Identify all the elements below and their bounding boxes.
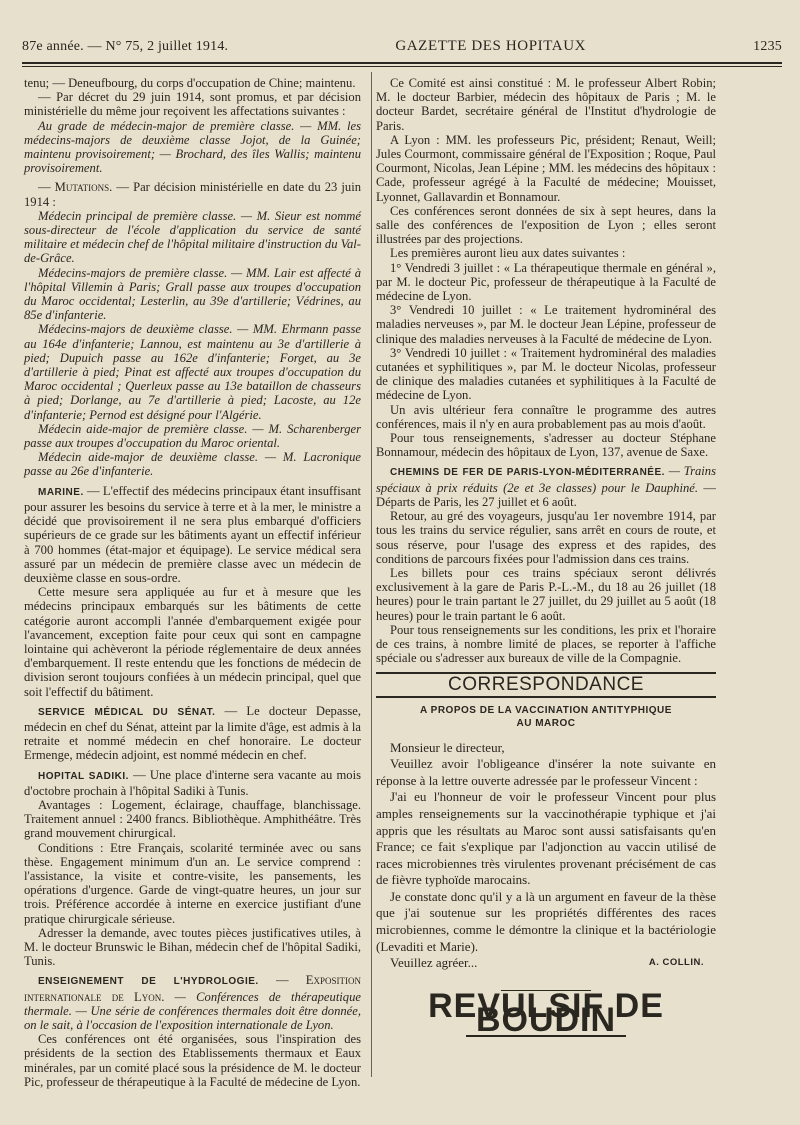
paragraph: A Lyon : MM. les professeurs Pic, président; Renaut, Weill; Jules Courmont, commissaire général de l'Exposition ; Roque, Paul Courmont, Nicolas, Jean Lépine ; MM. les médecins des hôpitaux : Cade, professeur agrégé à la Faculté de médecine; Mouisset, Lyonnet, Gallavardin et Bonnamour. — [376, 132, 716, 204]
journal-title: GAZETTE DES HOPITAUX — [395, 38, 587, 54]
paragraph: 3° Vendredi 10 juillet : « Le traitement hydrominéral des maladies nerveuses », par M. le docteur Jean Lépine, professeur de clinique des maladies nerveuses à la Faculté de médecine de Lyon. — [376, 303, 716, 346]
paragraph: Au grade de médecin-major de première classe. — MM. les médecins-majors de deuxième classe Jojot, de la Guinée; maintenu provisoirement; — Brochard, des îles Wallis; maintenu provisoirement. — [24, 118, 361, 176]
paragraph: 1° Vendredi 3 juillet : « La thérapeutique thermale en général », par M. le docteur Pic, professeur de thérapeutique à la Faculté de médecine de Lyon. — [376, 260, 716, 304]
signature: A. COLLIN. — [648, 957, 704, 969]
paragraph: SERVICE MÉDICAL DU SÉNAT. — Le docteur Depasse, médecin en chef du Sénat, atteint par la limite d'âge, est admis à la retraite et nommé médecin en chef honoraire. Le docteur Ermenge, médecin adjoint, est nommé médecin en chef. — [24, 703, 361, 763]
paragraph: Les billets pour ces trains spéciaux seront délivrés exclusivement à la gare de Paris P.-L.-M., du 18 au 26 juillet (18 heures) pour le train partant le 27 juillet, du 29 juillet au 5 août (18 heures) pour le train partant le 6 août. — [376, 565, 716, 623]
paragraph: J'ai eu l'honneur de voir le professeur Vincent pour plus amples renseignements sur la vaccinothérapie typhique et j'ai appris que les résultats au Maroc sont aussi satisfaisants qu'en France; ce fait s'explique par l'adjonction au vaccin utilisé de races microbiennes très virulentes provenant précisément de cas de fièvre typhoïde marocains. — [376, 789, 716, 888]
header-rule-thin — [22, 66, 782, 67]
paragraph: Ce Comité est ainsi constitué : M. le professeur Albert Robin; M. le docteur Barbier, médecin des hôpitaux de Paris ; M. le docteur Bardet, secrétaire général de l'Institut d'hydrologie de Paris. — [376, 76, 716, 133]
paragraph: Pour tous renseignements, s'adresser au docteur Stéphane Bonnamour, médecin des hôpitaux de Lyon, 137, avenue de Saxe. — [376, 431, 716, 460]
page-number: 1235 — [753, 39, 782, 54]
paragraph: tenu; — Deneufbourg, du corps d'occupation de Chine; maintenu. — [24, 76, 356, 90]
paragraph: — Mutations. — Par décision ministérielle en date du 23 juin 1914 : — [24, 180, 361, 209]
paragraph: CHEMINS DE FER DE PARIS-LYON-MÉDITERRANÉE. — Trains spéciaux à prix réduits (2e et 3e classes) pour le Dauphiné. — Départs de Paris, les 27 juillet et 6 août. — [376, 464, 716, 509]
letter-subject: A PROPOS DE LA VACCINATION ANTITYPHIQUE AU MAROC — [420, 704, 672, 729]
paragraph: Veuillez avoir l'obligeance d'insérer la note suivante en réponse à la lettre ouverte adressée par le professeur Vincent : — [376, 756, 716, 788]
paragraph: Cette mesure sera appliquée au fur et à mesure que les médecins principaux embarqués sur les bâtiments de cette catégorie auront accompli l'année d'embarquement exigée pour l'avancement, exception faite pour ceux qui sont en campagne lointaine qui achèveront la période réglementaire de deux années d'embarquement. Il reste entendu que les fonctions de médecin de division seront toujours confiées à un médecin principal, quel que soit l'effectif du bâtiment. — [24, 585, 361, 699]
paragraph: 3° Vendredi 10 juillet : « Traitement hydrominéral des maladies cutanées et syphilitiques », par M. le docteur Nicolas, professeur de clinique des maladies cutanées et syphilitiques à la Faculté de médecine de Lyon. — [376, 345, 716, 403]
paragraph: Les premières auront lieu aux dates suivantes : — [390, 246, 626, 261]
paragraph: Médecin principal de première classe. — M. Sieur est nommé sous-directeur de l'école d'application du service de santé militaire et médecin chef de l'hôpital militaire d'instruction du Val-de-Grâce. — [24, 208, 361, 266]
page-header — [22, 38, 782, 62]
paragraph: — Par décret du 29 juin 1914, sont promus, et par décision ministérielle du même jour reçoivent les affectations suivantes : — [24, 90, 361, 119]
paragraph: MARINE. — L'effectif des médecins principaux étant insuffisant pour assurer les besoins du service à terre et à la mer, le ministre a décidé que provisoirement il ne sera plus embarqué d'officiers supérieurs de ce grade sur les bâtiments ayant un effectif inférieur à 700 hommes (état-major et équipage). Le service médical sera assuré par un médecin de première classe avec un médecin de deuxième classe en sous-ordre. — [24, 483, 361, 585]
section-heading: ENSEIGNEMENT DE L'HYDROLOGIE. — [38, 976, 259, 988]
paragraph: Médecins-majors de deuxième classe. — MM. Ehrmann passe au 164e d'infanterie; Lannou, est maintenu au 3e d'artillerie à pied; Dupuich passe au 162e d'infanterie; Forget, au 3e d'artillerie à pied; Pinat est affecté aux troupes d'occupation du Maroc occidental ; Querleux passe au 13e bataillon de chasseurs à pied; Dorlange, au 7e d'artillerie à pied; Lacoste, au 12e d'infanterie; Pernod est désigné pour l'Algérie. — [24, 322, 361, 422]
issue-info: 87e année. — N° 75, 2 juillet 1914. — [22, 39, 229, 54]
salutation: Monsieur le directeur, — [390, 739, 505, 755]
paragraph: HOPITAL SADIKI. — Une place d'interne sera vacante au mois d'octobre prochain à l'hôpital Sadiki à Tunis. — [24, 767, 361, 798]
section-heading: SERVICE MÉDICAL DU SÉNAT. — [38, 706, 216, 718]
paragraph: Médecins-majors de première classe. — MM. Lair est affecté à l'hôpital Villemin à Paris; Grall passe aux troupes d'occupation du Maroc occidental; Lesterlin, au 39e d'artillerie; Védrines, au 85e d'infanterie. — [24, 265, 361, 323]
letter-body — [376, 740, 716, 972]
paragraph: ENSEIGNEMENT DE L'HYDROLOGIE. — Exposition internationale de Lyon. — Conférences de thérapeutique thermale. — Une série de conférences thermales doit être donnée, on le sait, à l'occasion de l'exposition internationale de Lyon. — [24, 973, 361, 1032]
right-column — [376, 76, 716, 1040]
paragraph: Je constate donc qu'il y a là un argument en faveur de la thèse que j'ai soutenue sur les propriétés différentes des races microbiennes, comme le démontre la clinique et la bactériologie (Levaditi et Marie). — [376, 888, 716, 954]
section-heading: MARINE. — [38, 486, 84, 498]
paragraph: Ces conférences ont été organisées, sous l'inspiration des présidents de la section des Etablissements thermaux et Eaux minérales, par un comité placé sous la présidence de M. le docteur Pic, professeur de thérapeutique à la Faculté de médecine de Lyon. — [24, 1032, 361, 1089]
paragraph: Médecin aide-major de première classe. — M. Scharenberger passe aux troupes d'occupation du Maroc oriental. — [24, 421, 361, 451]
column-separator — [371, 72, 372, 1077]
paragraph: Conditions : Etre Français, scolarité terminée avec ou sans thèse. Engagement minimum d'un an. Le service comprend : l'assistance, la visite et contre-visite, les pansements, les opérations d'urgence. Garde de vingt-quatre heures, un jour sur trois. Préférence accordée à interne en exercice justifiant d'une pratique chirurgicale sérieuse. — [24, 840, 361, 926]
paragraph: Ces conférences seront données de six à sept heures, dans la salle des conférences de l'exposition de Lyon ; elles seront illustrées par des projections. — [376, 203, 716, 247]
closing-line: Veuillez agréer... A. COLLIN. — [390, 955, 704, 971]
left-column — [24, 76, 361, 1089]
advertisement: REVULSIF DE BOUDIN — [428, 986, 664, 1040]
paragraph: Retour, au gré des voyageurs, jusqu'au 1er novembre 1914, par tous les trains du service régulier, sans arrêt en cours de route, et sous réserve, pour l'usage des express et des rapides, des conditions de parcours fixées pour l'admission dans ces trains. — [376, 509, 716, 566]
section-heading: HOPITAL SADIKI. — [38, 770, 129, 782]
paragraph: Avantages : Logement, éclairage, chauffage, blanchissage. Traitement annuel : 2400 francs. Bibliothèque. Amphithéâtre. Très grand mouvement chirurgical. — [24, 797, 361, 841]
header-rule — [22, 62, 782, 64]
correspondance-title: CORRESPONDANCE — [448, 674, 644, 696]
correspondance-banner — [376, 672, 716, 697]
paragraph: Un avis ultérieur fera connaître le programme des autres conférences, mais il n'y en aura probablement pas au mois d'août. — [376, 402, 716, 431]
paragraph: Pour tous renseignements sur les conditions, les prix et l'horaire de ces trains, à nombre limité de places, se reporter à l'affiche spéciale ou s'adresser aux bureaux de ville de la Compagnie. — [376, 622, 716, 666]
paragraph: Adresser la demande, avec toutes pièces justificatives utiles, à M. le docteur Brunswic le Bihan, médecin chef de l'hôpital Sadiki, Tunis. — [24, 925, 361, 969]
section-heading: CHEMINS DE FER DE PARIS-LYON-MÉDITERRANÉE. — [390, 467, 665, 479]
paragraph: Médecin aide-major de deuxième classe. — M. Lacronique passe au 26e d'infanterie. — [24, 450, 361, 479]
